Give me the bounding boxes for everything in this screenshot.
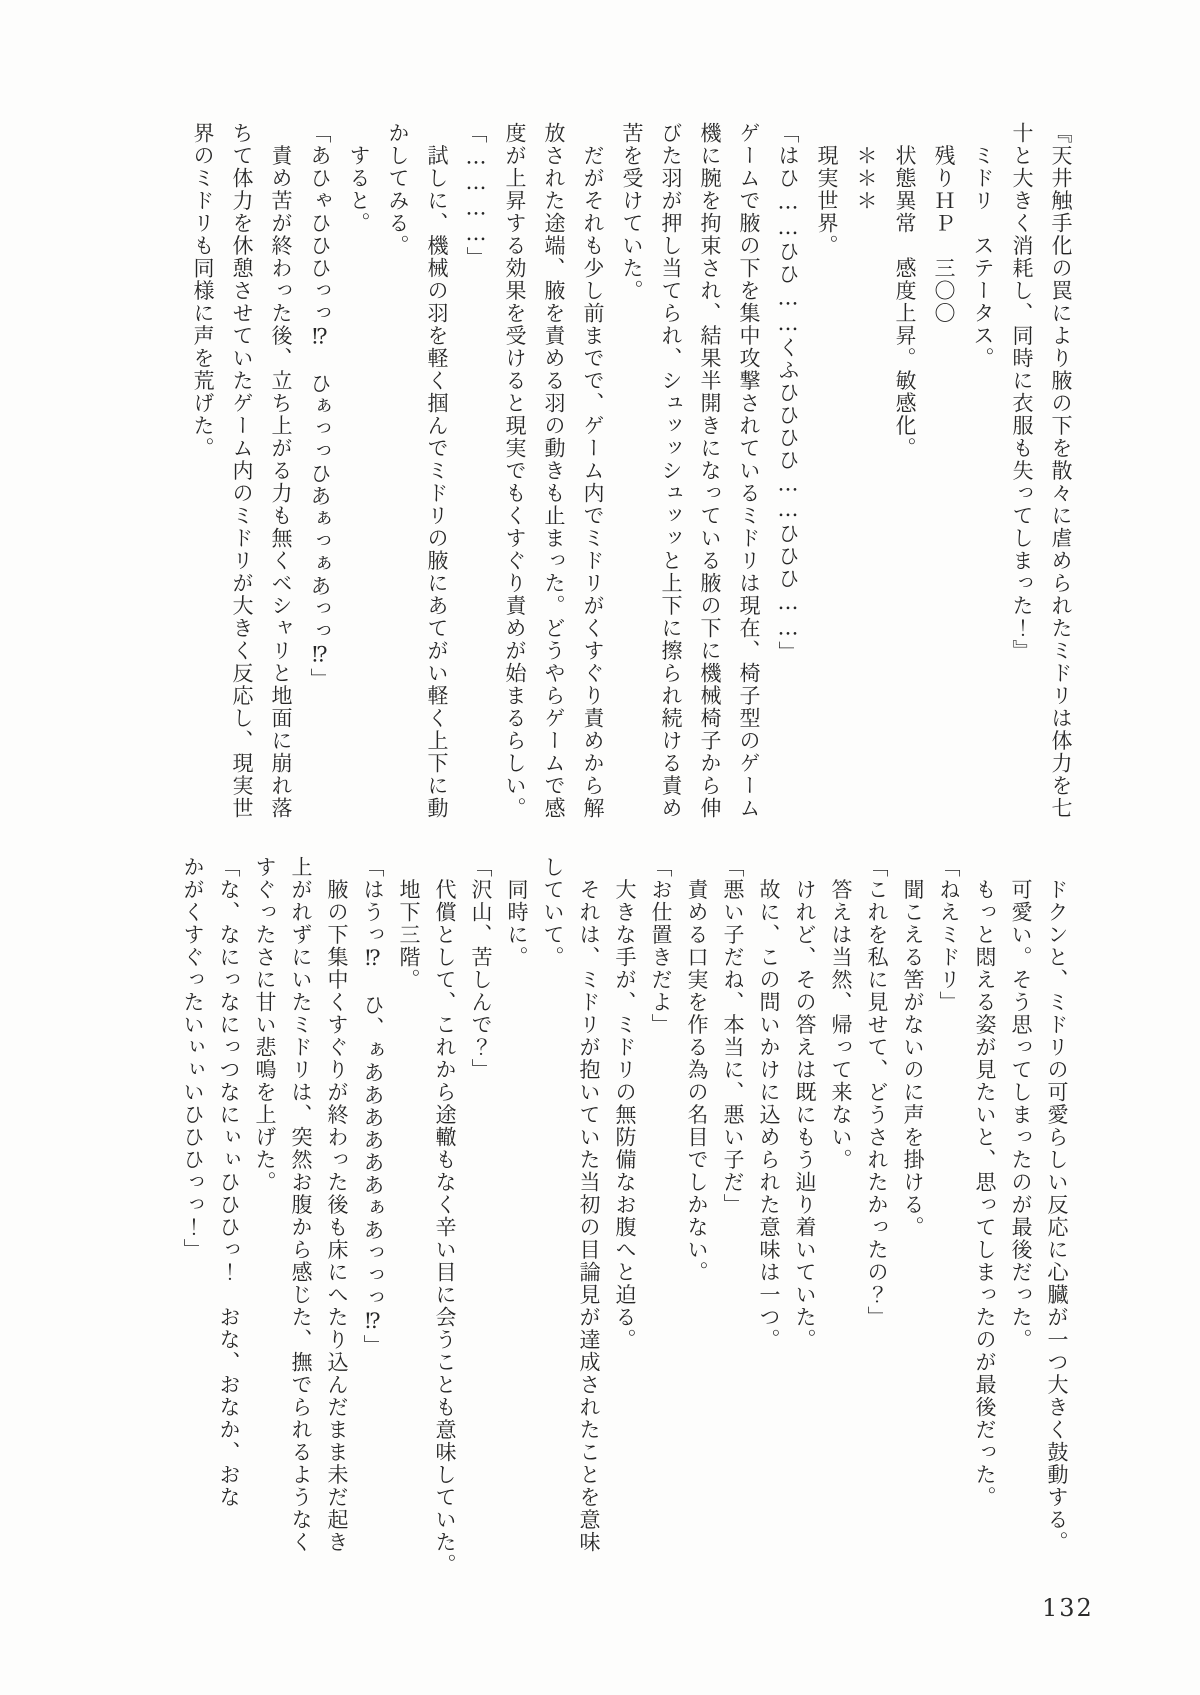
text-column: それは、ミドリが抱いていた当初の目論見が達成されたことを意味 [577,856,601,1554]
text-column: すぐったさに甘い悲鳴を上げた。 [253,856,277,1194]
text-column: 故に、この問いかけに込められた意味は一つ。 [757,856,781,1351]
text-column: びた羽が押し当てられ、シュッッシュッッと上下に擦られ続ける責め [659,122,683,820]
page-number: 132 [1042,1594,1094,1622]
text-column: 大きな手が、ミドリの無防備なお腹へと迫る。 [613,856,637,1351]
text-column: 「あひゃひひひっっ⁉ ひぁっっひあぁっぁあっっ⁉」 [308,122,332,691]
text-column: 答えは当然、帰って来ない。 [829,856,853,1171]
text-column: 「これを私に見せて、どうされたかったの？」 [865,856,889,1329]
text-column: 状態異常 感度上昇。敏感化。 [893,122,917,460]
bottom-text-block [175,856,1075,1576]
text-column: 「…………」 [464,122,488,269]
text-column: 地下三階。 [397,856,421,991]
text-column: 「お仕置きだよ」 [649,856,673,1036]
text-column: だがそれも少し前までで、ゲーム内でミドリがくすぐり責めから解 [581,122,605,820]
text-column: 放された途端、腋を責める羽の動きも止まった。どうやらゲームで感 [542,122,566,820]
text-column: ミドリ ステータス。 [971,122,995,370]
text-column: 「沢山、苦しんで？」 [469,856,493,1081]
text-column: 「悪い子だね、本当に、悪い子だ」 [721,856,745,1216]
text-column: かしてみる。 [386,122,410,257]
text-column: 「はひ……ひひ……くふひひひひ……ひひひ……」 [776,122,800,664]
text-column: 可愛い。そう思ってしまったのが最後だった。 [1009,856,1033,1351]
text-column: 現実世界。 [815,122,839,257]
text-column: 機に腕を拘束され、結果半開きになっている腋の下に機械椅子から伸 [698,122,722,820]
text-column: 同時に。 [505,856,529,969]
text-column: 「な、なにっなにっつなにぃぃひひひっ！ おな、おなか、おな [217,856,241,1509]
text-column: 度が上昇する効果を受けると現実でもくすぐり責めが始まるらしい。 [503,122,527,820]
top-text-block [183,122,1080,830]
text-column: ゲームで腋の下を集中攻撃されているミドリは現在、椅子型のゲーム [737,122,761,820]
text-column: 責める口実を作る為の名目でしかない。 [685,856,709,1284]
text-column: 界のミドリも同様に声を荒げた。 [191,122,215,460]
text-column: 代償として、これから途轍もなく辛い目に会うことも意味していた。 [433,856,457,1576]
text-column: 十と大きく消耗し、同時に衣服も失ってしまった！』 [1010,122,1034,662]
text-column: 苦を受けていた。 [620,122,644,302]
text-column: 残りＨＰ 三〇〇 [932,122,956,325]
text-column: ドクンと、ミドリの可愛らしい反応に心臓が一つ大きく鼓動する。 [1045,856,1069,1554]
text-column: 腋の下集中くすぐりが終わった後も床にへたり込んだまま未だ起き [325,856,349,1554]
text-column: 「はうっ⁉ ひ、ぁああああああぁあっっっ⁉」 [361,856,385,1357]
text-column: 『天井触手化の罠により腋の下を散々に虐められたミドリは体力を七 [1049,122,1073,820]
text-column: 責め苦が終わった後、立ち上がる力も無くベシャリと地面に崩れ落 [269,122,293,820]
text-column: もっと悶える姿が見たいと、思ってしまったのが最後だった。 [973,856,997,1509]
text-column: すると。 [347,122,371,235]
text-column: ちて体力を休憩させていたゲーム内のミドリが大きく反応し、現実世 [230,122,254,820]
text-column: ＊＊＊ [854,122,878,212]
text-column: 「ねえミドリ」 [937,856,961,1014]
text-column: 試しに、機械の羽を軽く掴んでミドリの腋にあてがい軽く上下に動 [425,122,449,820]
text-column: かがくすぐったいぃぃいひひひっっ！」 [181,856,205,1261]
text-column: していて。 [541,856,565,969]
text-column: けれど、その答えは既にもう辿り着いていた。 [793,856,817,1351]
text-column: 上がれずにいたミドリは、突然お腹から感じた、撫でられるようなく [289,856,313,1554]
text-column: 聞こえる筈がないのに声を掛ける。 [901,856,925,1239]
